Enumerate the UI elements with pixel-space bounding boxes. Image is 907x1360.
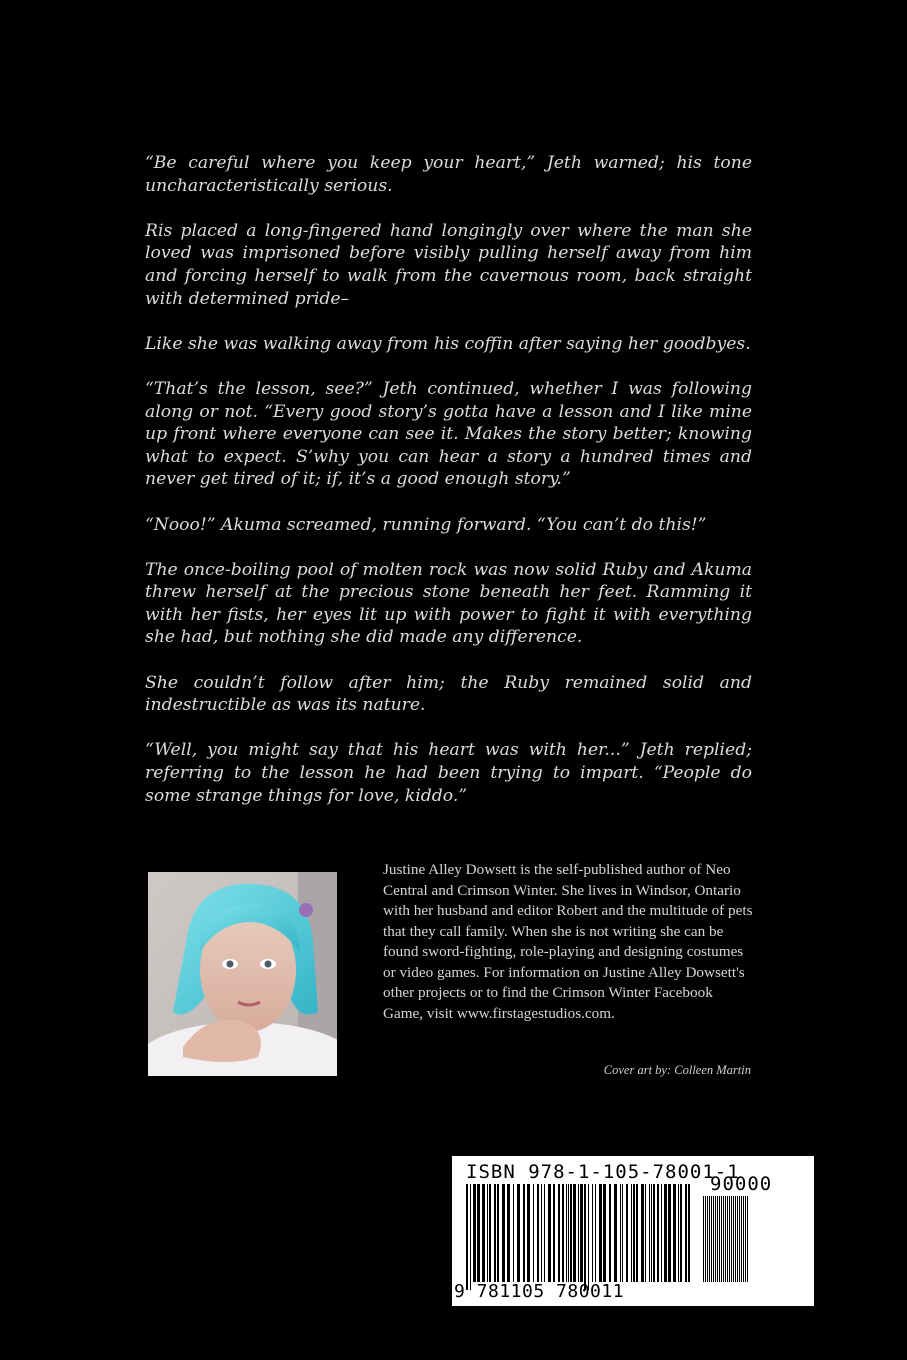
cover-art-credit: Cover art by: Colleen Martin: [603, 1063, 751, 1077]
author-photo: [148, 872, 337, 1076]
barcode-bars: [466, 1184, 692, 1290]
excerpt-paragraph: “Well, you might say that his heart was with her...” Jeth replied; referring to the lesson he had been trying to impart. “People do some strange things for love, kiddo.”: [145, 740, 752, 806]
barcode-digits: 9 781105 780011: [454, 1281, 625, 1302]
excerpt-paragraph: “Be careful where you keep your heart,” Jeth warned; his tone uncharacteristically serious.: [145, 153, 752, 196]
price-code: 90000: [710, 1173, 773, 1195]
excerpt-paragraph: “Nooo!” Akuma screamed, running forward. “You can’t do this!”: [145, 514, 707, 535]
isbn-barcode: [452, 1156, 814, 1306]
excerpt-paragraph: The once-boiling pool of molten rock was now solid Ruby and Akuma threw herself at the precious stone beneath her feet. Ramming it with her fists, her eyes lit up with power to fight it with everything she had, but nothing she did made any difference.: [145, 559, 752, 648]
isbn-label: ISBN 978-1-105-78001-1: [466, 1161, 740, 1183]
excerpt-paragraph: Like she was walking away from his coffin after saying her goodbyes.: [145, 333, 751, 354]
excerpt-paragraph: Ris placed a long-fingered hand longingly over where the man she loved was imprisoned before visibly pulling herself away from him and forcing herself to walk from the cavernous room, back straight with determined pride–: [145, 220, 752, 309]
back-cover-excerpt: [145, 152, 752, 830]
author-bio: Justine Alley Dowsett is the self-published author of Neo Central and Crimson Winter. She lives in Windsor, Ontario with her husband and editor Robert and the multitude of pets that they call family. When she is not writing she can be found sword-fighting, role-playing and designing costumes or video games. For information on Justine Alley Dowsett's other projects or to find the Crimson Winter Facebook Game, visit www.firstagestudios.com.: [383, 861, 753, 1022]
excerpt-paragraph: She couldn’t follow after him; the Ruby remained solid and indestructible as was its nature.: [145, 672, 752, 716]
price-barcode-bars: [703, 1196, 793, 1290]
excerpt-paragraph: “That’s the lesson, see?” Jeth continued, whether I was following along or not. “Every good story’s gotta have a lesson and I like mine up front where everyone can see it. Makes the story better; knowing what to expect. S’why you can hear a story a hundred times and never get tired of it; if, it’s a good enough story.”: [145, 378, 752, 490]
